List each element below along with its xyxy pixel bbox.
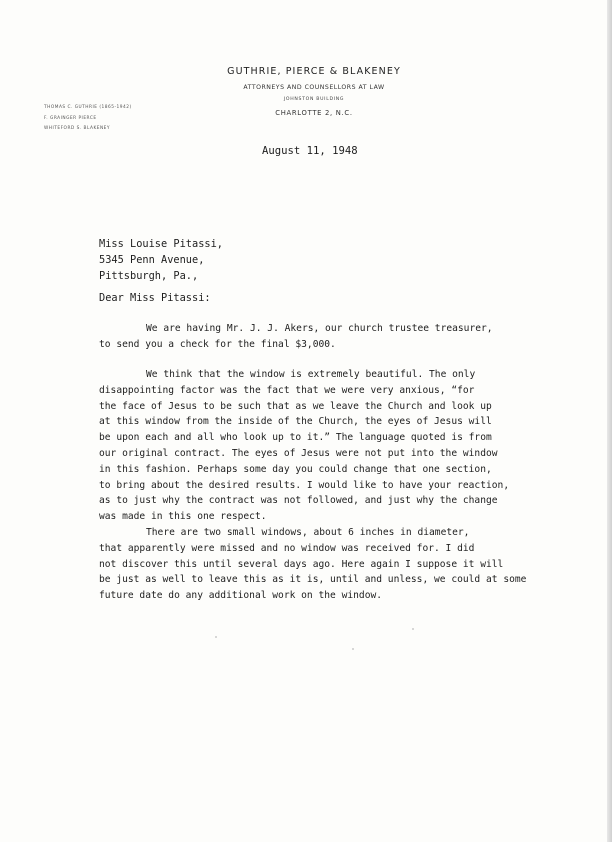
paragraph-line: We think that the window is extremely beautiful. The only	[146, 369, 476, 380]
scan-speck	[352, 648, 354, 650]
firm-city: CHARLOTTE 2, N.C.	[275, 109, 353, 117]
paragraph-line: the face of Jesus to be such that as we leave the Church and look up	[99, 400, 492, 412]
body-paragraph	[99, 525, 526, 604]
partner-list	[44, 103, 132, 135]
partner-name: F. GRAINGER PIERCE	[44, 115, 97, 121]
body-paragraph	[99, 367, 509, 525]
paragraph-line: There are two small windows, about 6 inches in diameter,	[146, 527, 470, 538]
paragraph-line: disappointing factor was the fact that we were very anxious, “for	[99, 384, 475, 396]
paragraph-line: was made in this one respect.	[99, 511, 267, 523]
paragraph-line: be just as well to leave this as it is, until and unless, we could at some	[99, 574, 527, 586]
scan-speck	[412, 628, 414, 630]
paragraph-line: not discover this until several days ago. Here again I suppose it will	[99, 558, 504, 570]
paragraph-line: in this fashion. Perhaps some day you could change that one section,	[99, 463, 492, 475]
paragraph-line: be upon each and all who look up to it.” The language quoted is from	[99, 432, 492, 444]
paragraph-line: future date do any additional work on the window.	[99, 590, 383, 602]
firm-subtitle: ATTORNEYS AND COUNSELLORS AT LAW	[243, 84, 385, 91]
paragraph-line: that apparently were missed and no window was received for. I did	[99, 542, 475, 554]
recipient-address	[99, 236, 223, 284]
paragraph-line: at this window from the inside of the Church, the eyes of Jesus will	[99, 416, 492, 428]
address-line: 5345 Penn Avenue,	[99, 254, 205, 266]
letter-date: August 11, 1948	[262, 145, 358, 157]
address-line: Miss Louise Pitassi,	[99, 238, 223, 250]
partner-name: THOMAS C. GUTHRIE (1865-1942)	[44, 105, 132, 110]
partner-name: WHITEFORD S. BLAKENEY	[44, 126, 111, 132]
firm-building: JOHNSTON BUILDING	[283, 97, 345, 102]
paragraph-line: to bring about the desired results. I would like to have your reaction,	[99, 479, 510, 491]
address-line: Pittsburgh, Pa.,	[99, 270, 199, 282]
paragraph-line: our original contract. The eyes of Jesus were not put into the window	[99, 447, 498, 459]
scan-speck	[215, 636, 217, 638]
paragraph-line: as to just why the contract was not followed, and just why the change	[99, 495, 498, 507]
firm-name: GUTHRIE, PIERCE & BLAKENEY	[227, 66, 401, 77]
scan-edge	[607, 0, 612, 842]
paragraph-line: to send you a check for the final $3,000.	[99, 338, 336, 350]
paragraph-line: We are having Mr. J. J. Akers, our church trustee treasurer,	[146, 323, 493, 334]
salutation: Dear Miss Pitassi:	[99, 292, 211, 304]
body-paragraph	[99, 321, 493, 353]
